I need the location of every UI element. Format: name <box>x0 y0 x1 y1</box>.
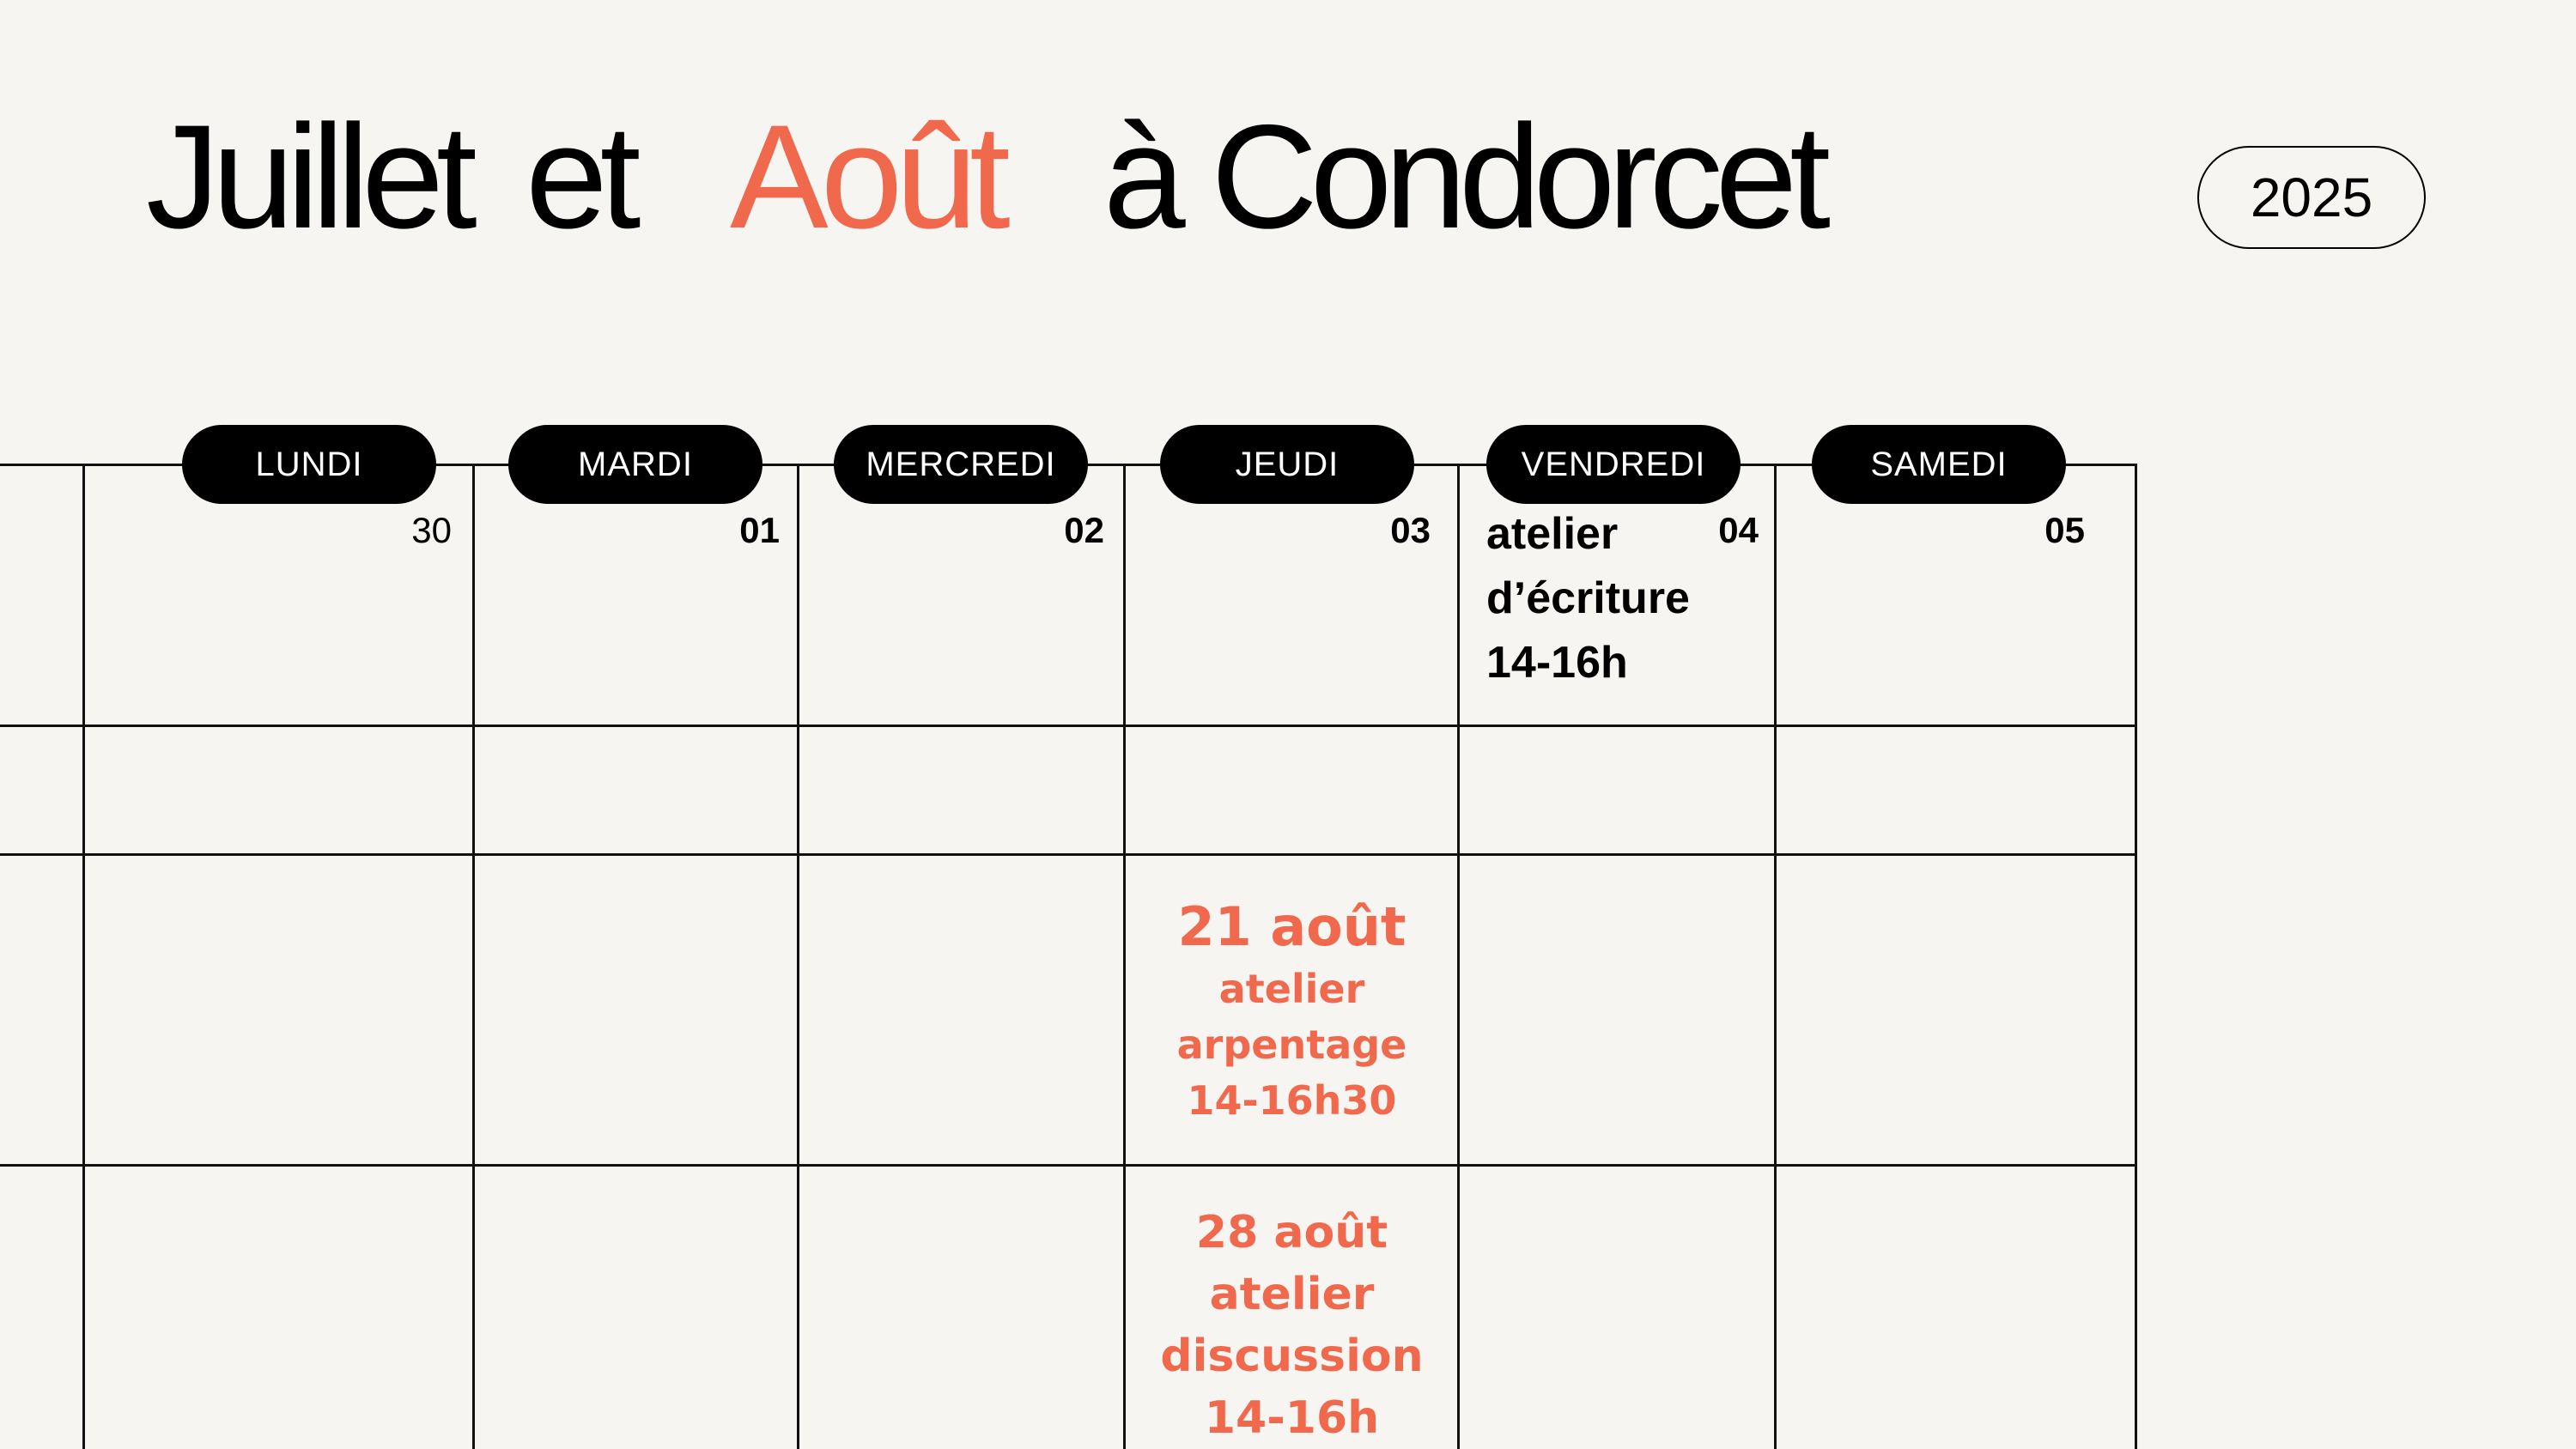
title-word-et: et <box>526 94 634 259</box>
grid-line-col-1 <box>472 464 475 1449</box>
title-word-aout: Août <box>730 94 1003 259</box>
event-line: 14-16h <box>1486 638 1628 688</box>
day-header-saturday: SAMEDI <box>1812 425 2066 504</box>
date-number-03: 03 <box>1390 510 1431 550</box>
grid-line-col-0 <box>82 464 85 1449</box>
day-header-wednesday: MERCREDI <box>834 425 1088 504</box>
date-number-30: 30 <box>411 510 452 550</box>
grid-line-row-2 <box>0 853 2137 856</box>
day-header-thursday: JEUDI <box>1160 425 1414 504</box>
grid-line-col-2 <box>797 464 799 1449</box>
day-header-monday: LUNDI <box>182 425 436 504</box>
year-badge: 2025 <box>2197 146 2426 249</box>
title-word-condorcet: à Condorcet <box>1103 94 1824 259</box>
event-line: atelier <box>1218 966 1365 1012</box>
event-line: atelier <box>1209 1269 1375 1320</box>
event-line: 28 août <box>1195 1207 1388 1258</box>
date-number-05: 05 <box>2044 510 2085 550</box>
event-line: 14-16h <box>1204 1392 1380 1444</box>
title-word-juillet: Juillet <box>146 94 470 259</box>
grid-line-col-6 <box>2135 464 2137 1449</box>
event-date: 21 août <box>1177 895 1406 958</box>
date-number-04: 04 <box>1718 510 1759 550</box>
day-header-friday: VENDREDI <box>1486 425 1741 504</box>
event-line: d’écriture <box>1486 573 1690 623</box>
grid-line-row-3 <box>0 1164 2137 1167</box>
event-line: discussion <box>1160 1331 1424 1382</box>
event-line: arpentage <box>1176 1022 1407 1068</box>
event-discussion-workshop <box>1125 1202 1459 1449</box>
event-surveying-workshop <box>1125 893 1459 1129</box>
date-number-01: 01 <box>739 510 780 550</box>
event-writing-workshop <box>1486 502 1744 695</box>
grid-line-row-1 <box>0 724 2137 727</box>
date-number-02: 02 <box>1064 510 1104 550</box>
grid-line-col-5 <box>1774 464 1777 1449</box>
event-line: atelier <box>1486 509 1619 559</box>
event-line: 14-16h30 <box>1187 1077 1397 1124</box>
day-header-tuesday: MARDI <box>508 425 762 504</box>
